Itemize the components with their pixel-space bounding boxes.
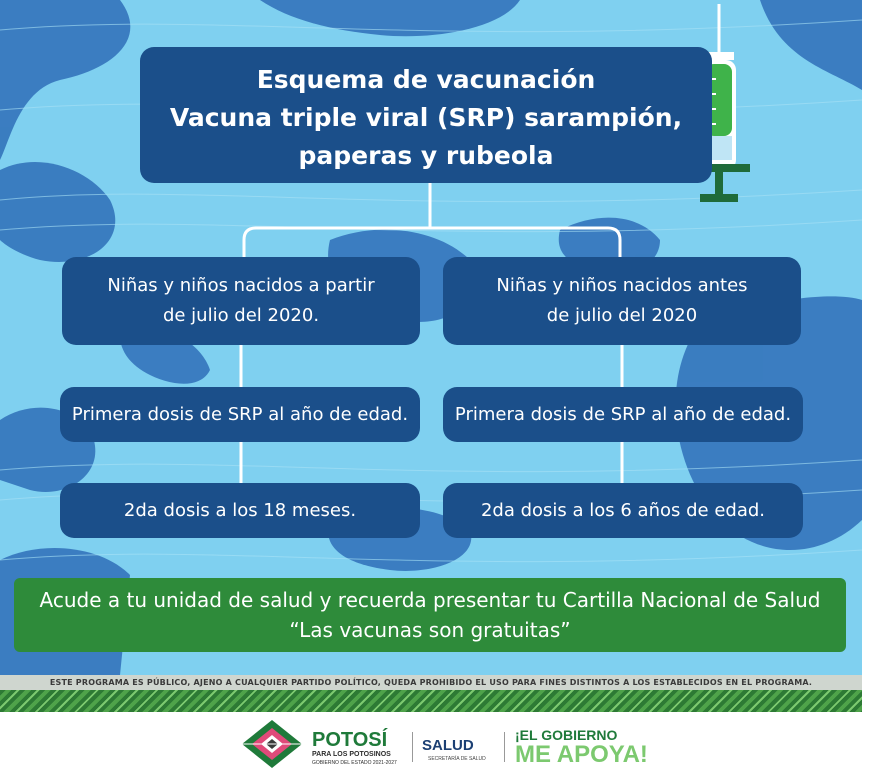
title-line-1: Esquema de vacunación: [256, 65, 596, 94]
title-line-3: paperas y rubeola: [298, 141, 554, 170]
decorative-pattern-strip: [0, 690, 862, 712]
disclaimer: ESTE PROGRAMA ES PÚBLICO, AJENO A CUALQUIER PARTIDO POLÍTICO, QUEDA PROHIBIDO EL USO PARA FINES DISTINTOS A LOS ESTABLECIDOS EN EL PROGRAMA.: [0, 675, 862, 690]
callout-line-1: Acude a tu unidad de salud y recuerda presentar tu Cartilla Nacional de Salud: [39, 588, 821, 612]
title-box: [140, 47, 712, 183]
dose2-box-left: [60, 483, 420, 538]
group-left-line-1: Niñas y niños nacidos a partir: [107, 275, 375, 296]
potosi-wordmark: POTOSÍ: [312, 729, 388, 751]
potosi-logo-icon: [240, 718, 304, 770]
group-right-line-1: Niñas y niños nacidos antes: [496, 275, 748, 296]
salud-subtitle: SECRETARÍA DE SALUD: [428, 756, 486, 762]
dose1-right-text: Primera dosis de SRP al año de edad.: [454, 403, 792, 425]
gobierno-line-1: ¡EL GOBIERNO: [515, 727, 618, 743]
potosi-government: GOBIERNO DEL ESTADO 2021-2027: [312, 760, 397, 766]
title-line-2: Vacuna triple viral (SRP) sarampión,: [169, 103, 683, 132]
callout-line-2: “Las vacunas son gratuitas”: [289, 618, 571, 642]
gobierno-line-2: ME APOYA!: [515, 741, 648, 768]
footer-logos: [240, 718, 660, 770]
dose1-box-left: [60, 387, 420, 442]
group-left-line-2: de julio del 2020.: [162, 305, 320, 326]
dose1-left-text: Primera dosis de SRP al año de edad.: [71, 403, 409, 425]
callout-box: [14, 578, 846, 652]
logo-divider: [412, 732, 413, 762]
logo-divider: [504, 732, 505, 762]
dose2-left-text: 2da dosis a los 18 meses.: [123, 499, 357, 521]
group-box-right: [443, 257, 801, 345]
dose1-box-right: [443, 387, 803, 442]
group-box-left: [62, 257, 420, 345]
salud-wordmark: SALUD: [422, 737, 474, 754]
dose2-right-text: 2da dosis a los 6 años de edad.: [480, 499, 766, 521]
potosi-subtitle: PARA LOS POTOSINOS: [312, 751, 391, 758]
dose2-box-right: [443, 483, 803, 538]
group-right-line-2: de julio del 2020: [546, 305, 698, 326]
